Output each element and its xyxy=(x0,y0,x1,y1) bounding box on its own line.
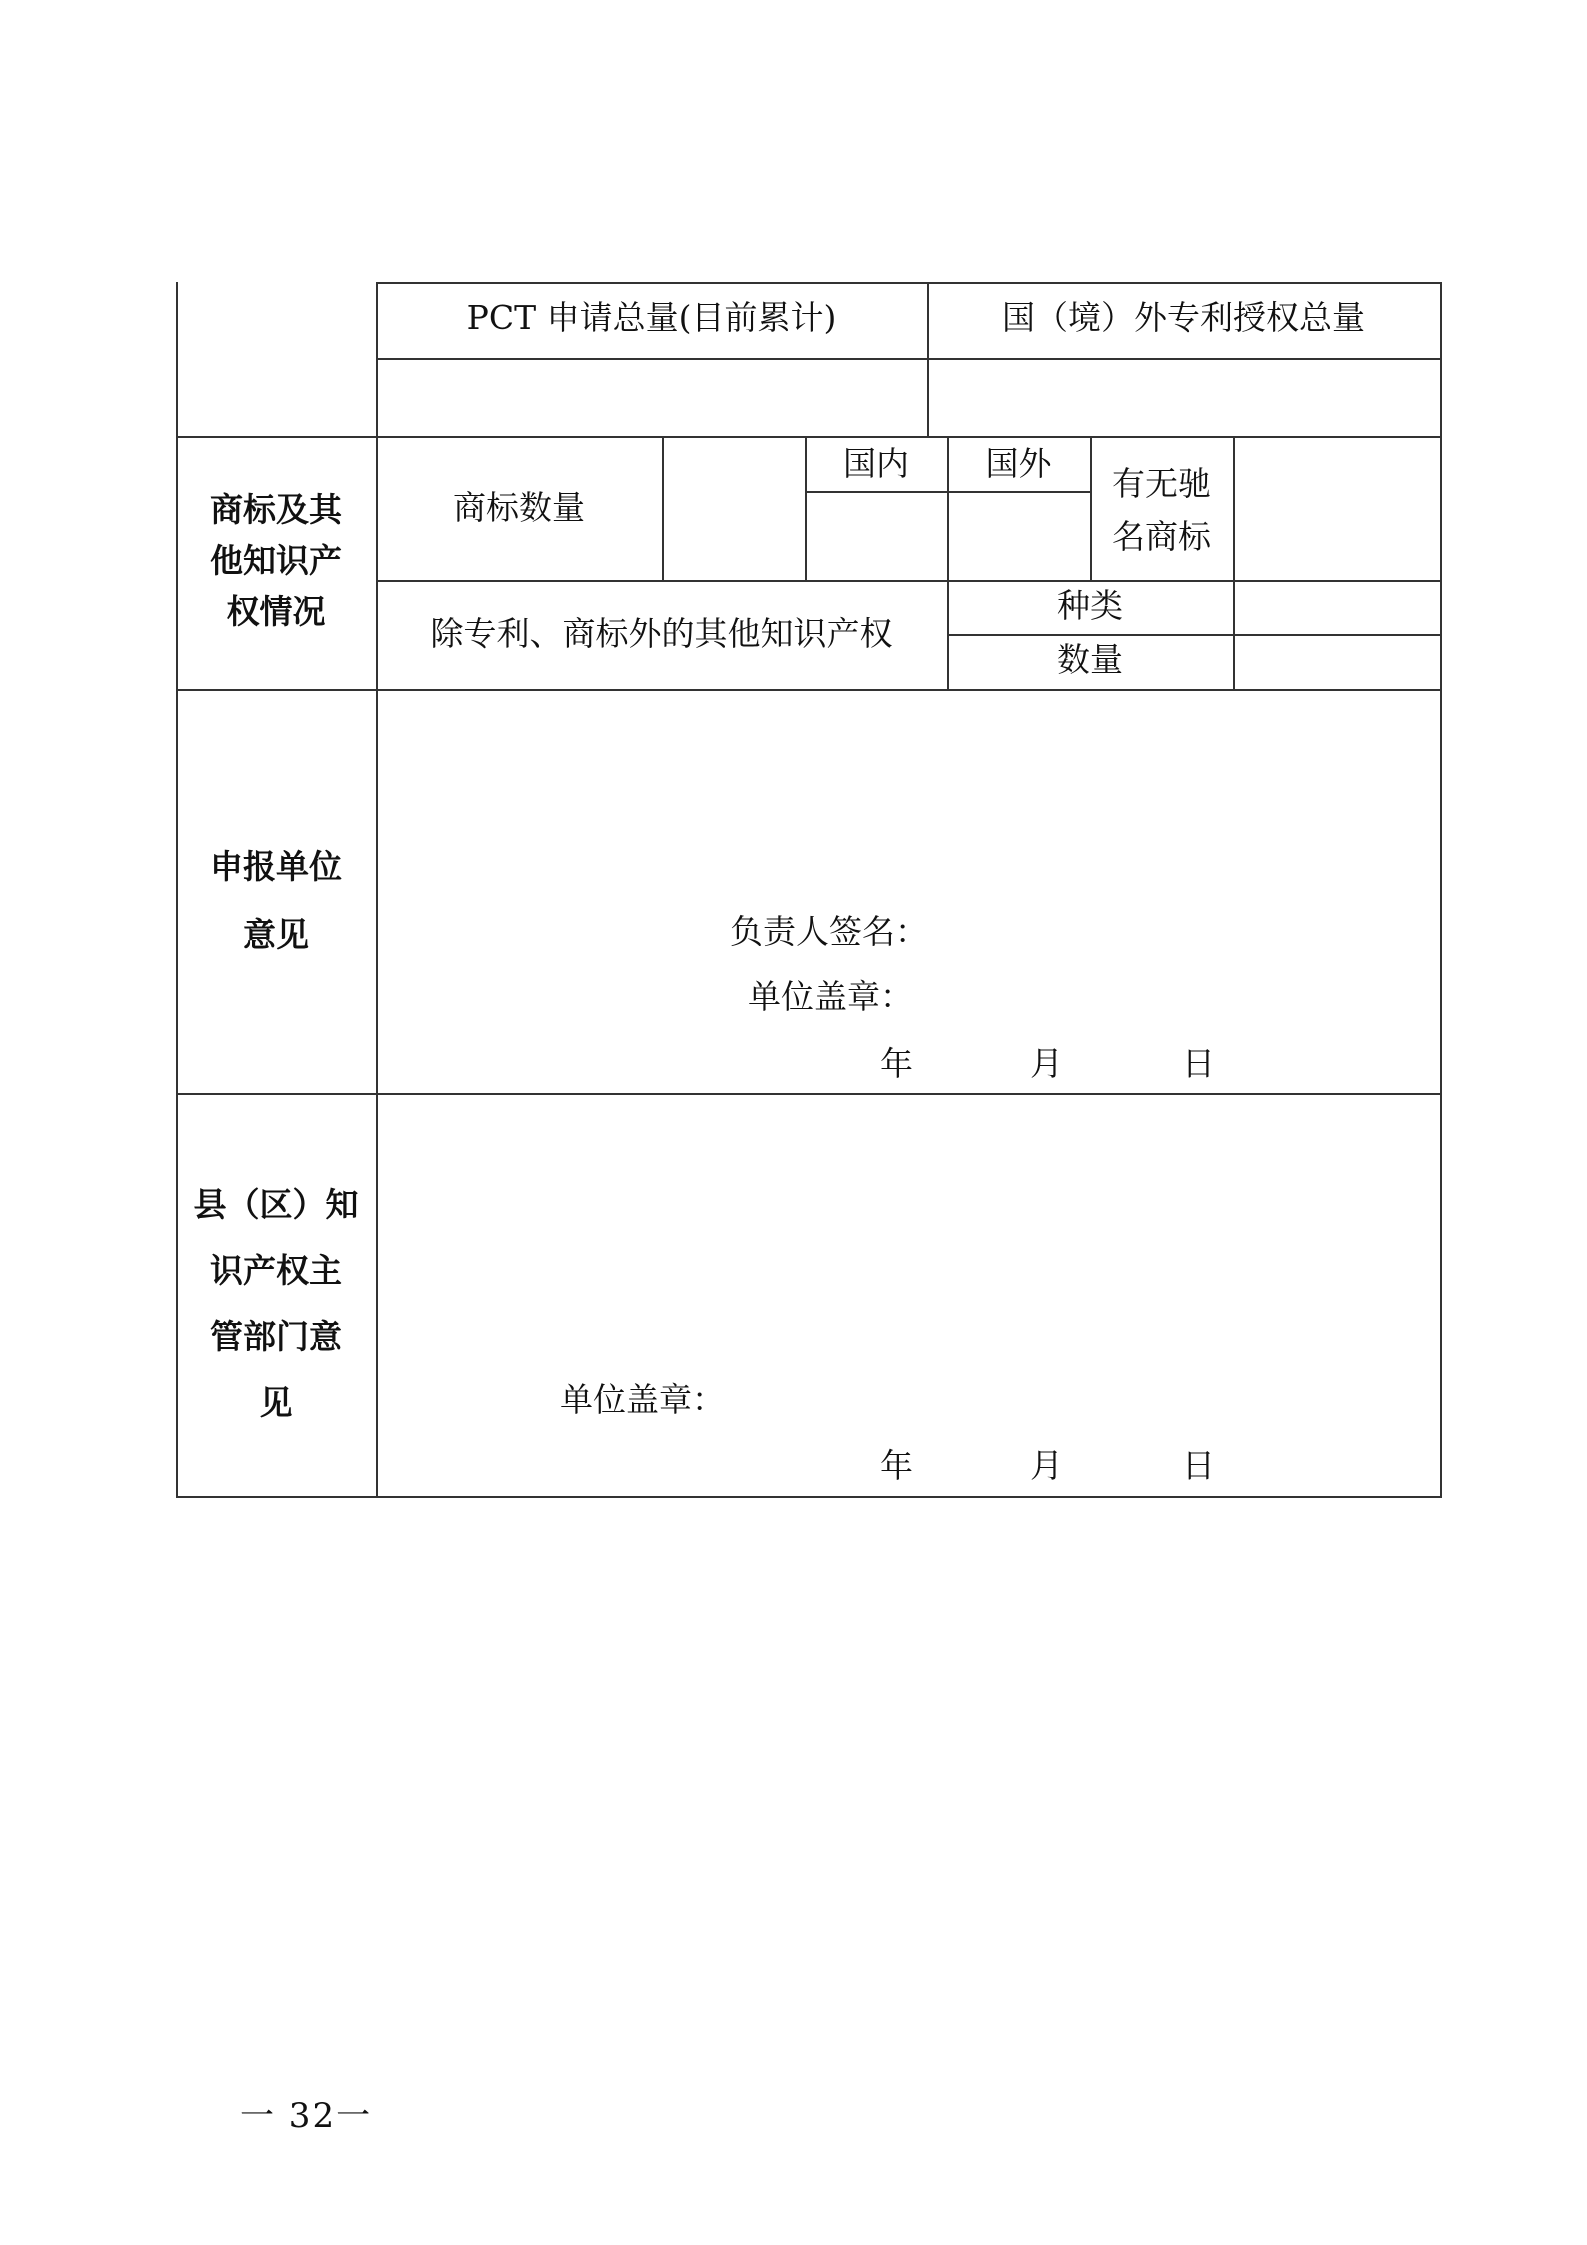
foreign-patent-grant-label: 国（境）外专利授权总量 xyxy=(1002,298,1365,337)
ip-type-value-cell[interactable] xyxy=(1235,584,1438,632)
grid-line xyxy=(176,1093,1442,1095)
applicant-opinion-label xyxy=(176,833,376,968)
label-line: 名商标 xyxy=(1112,516,1211,556)
ip-quantity-label: 数量 xyxy=(1057,640,1123,679)
domestic-value-cell[interactable] xyxy=(807,495,945,578)
foreign-patent-grant-value-cell[interactable] xyxy=(929,362,1438,434)
label-line: 意见 xyxy=(243,914,309,954)
date-day-label: 日 xyxy=(1182,1044,1215,1083)
grid-line xyxy=(176,1496,1442,1498)
pct-total-label: PCT 申请总量(目前累计) xyxy=(466,298,837,337)
grid-line xyxy=(947,634,1442,636)
label-line: 有无驰 xyxy=(1112,464,1211,503)
label-line: 商标及其 xyxy=(210,490,342,529)
label-line: 见 xyxy=(259,1383,293,1422)
ip-quantity-value-cell[interactable] xyxy=(1235,638,1438,687)
domestic-label: 国内 xyxy=(843,444,909,483)
county-unit-seal-label: 单位盖章： xyxy=(560,1380,725,1419)
responsible-person-signature-label: 负责人签名： xyxy=(730,912,928,951)
famous-trademark-value-cell[interactable] xyxy=(1235,440,1438,578)
unit-seal-label: 单位盖章： xyxy=(748,977,913,1016)
label-line: 他知识产 xyxy=(210,541,342,581)
trademark-count-label: 商标数量 xyxy=(453,488,585,527)
label-line: 识产权主 xyxy=(210,1251,342,1290)
grid-line xyxy=(176,689,1442,691)
grid-line xyxy=(376,282,378,1498)
date-month-label: 月 xyxy=(1030,1044,1063,1083)
ip-type-label: 种类 xyxy=(1057,586,1123,625)
county-date-year-label: 年 xyxy=(880,1446,913,1485)
page-number: 一 32一 xyxy=(240,2096,373,2136)
grid-line xyxy=(376,282,1442,284)
label-line: 申报单位 xyxy=(210,847,342,886)
famous-trademark-label xyxy=(1090,458,1233,564)
label-line: 县（区）知 xyxy=(193,1185,359,1224)
grid-line xyxy=(376,358,1442,360)
pct-total-value-cell[interactable] xyxy=(378,362,925,434)
grid-line xyxy=(376,580,1442,582)
grid-line xyxy=(176,436,1442,438)
county-date-month-label: 月 xyxy=(1030,1446,1063,1485)
foreign-label: 国外 xyxy=(985,444,1052,483)
label-line: 管部门意 xyxy=(210,1317,342,1356)
trademark-section-label xyxy=(176,484,376,637)
county-ip-authority-label xyxy=(176,1172,376,1436)
county-date-day-label: 日 xyxy=(1182,1446,1215,1485)
label-line: 权情况 xyxy=(226,592,326,632)
other-ip-label: 除专利、商标外的其他知识产权 xyxy=(430,614,893,653)
date-year-label: 年 xyxy=(880,1044,913,1083)
trademark-count-value-cell[interactable] xyxy=(664,440,803,578)
grid-line xyxy=(1440,282,1442,1498)
foreign-value-cell[interactable] xyxy=(949,495,1088,578)
